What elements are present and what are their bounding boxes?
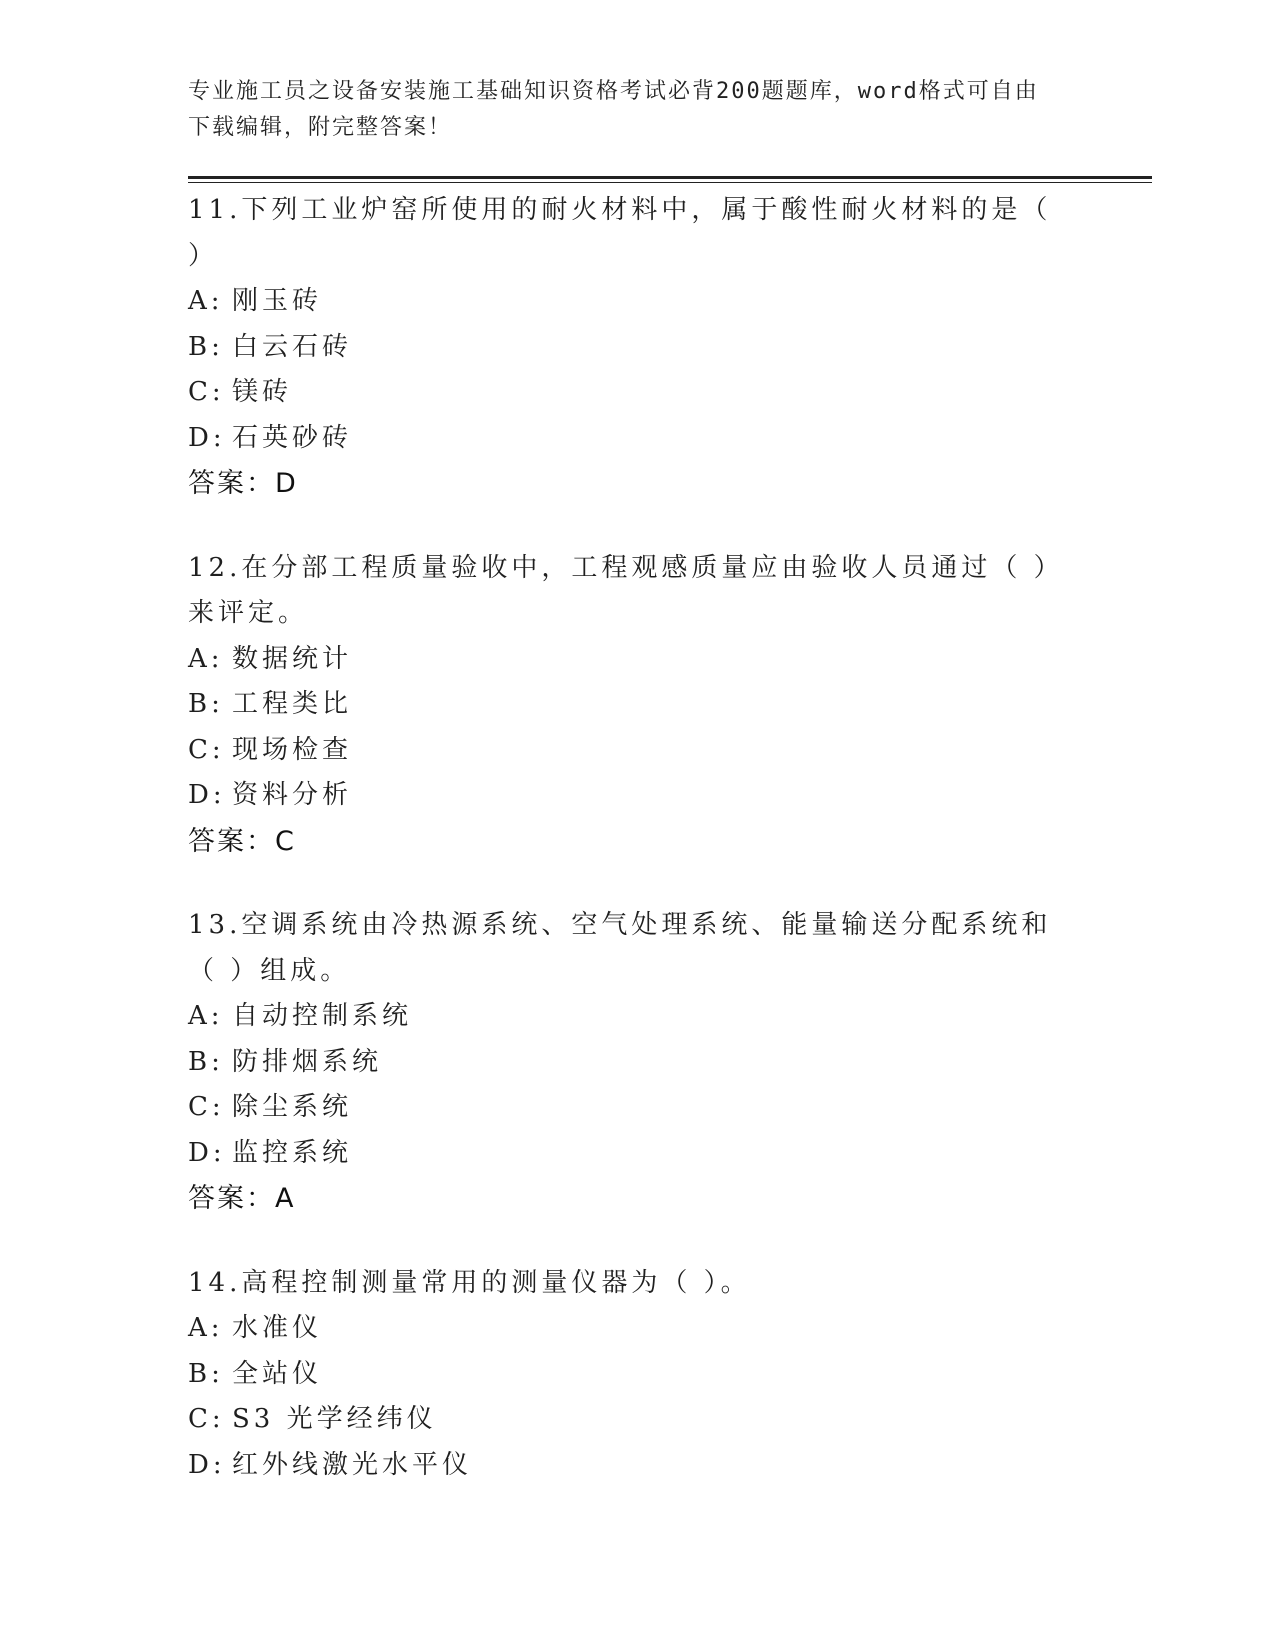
option-text: 数据统计 <box>232 643 353 674</box>
option-letter: B: <box>188 1046 224 1077</box>
option-text: 刚玉砖 <box>232 286 323 316</box>
option-text: 除尘系统 <box>232 1092 353 1122</box>
option-text: 资料分析 <box>232 780 353 810</box>
option-d <box>188 773 1068 819</box>
option-b <box>188 1040 1068 1086</box>
question-stem: 13.空调系统由冷热源系统、空气处理系统、能量输送分配系统和（ ）组成。 <box>188 910 1052 986</box>
option-b <box>188 325 1068 371</box>
option-a <box>188 994 1068 1040</box>
option-letter: C: <box>188 1404 225 1434</box>
option-letter: D: <box>188 422 226 453</box>
option-a <box>188 637 1068 683</box>
question-12 <box>188 546 1068 865</box>
question-stem: 11.下列工业炉窑所使用的耐火材料中，属于酸性耐火材料的是（ ） <box>188 195 1052 271</box>
option-text: 自动控制系统 <box>232 1001 413 1031</box>
option-text: S3 光学经纬仪 <box>232 1404 437 1434</box>
option-letter: A: <box>188 1001 224 1031</box>
option-text: 工程类比 <box>232 689 353 719</box>
question-11 <box>188 188 1068 507</box>
option-c <box>188 370 1068 416</box>
answer-line: 答案：A <box>188 1183 296 1214</box>
option-letter: C: <box>188 377 225 407</box>
option-text: 现场检查 <box>232 734 353 765</box>
option-text: 白云石砖 <box>232 331 353 362</box>
option-letter: B: <box>188 1358 224 1389</box>
option-letter: C: <box>188 1092 225 1122</box>
option-letter: D: <box>188 1137 226 1168</box>
option-c <box>188 728 1068 774</box>
option-text: 红外线激光水平仪 <box>232 1449 473 1480</box>
header-line-2: 下载编辑，附完整答案！ <box>188 115 453 140</box>
question-13 <box>188 903 1068 1222</box>
answer-line: 答案：D <box>188 468 298 499</box>
option-a <box>188 1306 1068 1352</box>
option-letter: A: <box>188 286 224 316</box>
header-divider-thin <box>188 182 1152 183</box>
option-letter: C: <box>188 734 225 765</box>
option-d <box>188 1443 1068 1489</box>
question-stem: 12.在分部工程质量验收中，工程观感质量应由验收人员通过（ ）来评定。 <box>188 552 1064 628</box>
question-stem: 14.高程控制测量常用的测量仪器为（ ）。 <box>188 1267 751 1298</box>
header-line-1: 专业施工员之设备安装施工基础知识资格考试必背200题题库，word格式可自由 <box>188 79 1039 104</box>
option-letter: D: <box>188 780 226 810</box>
option-text: 防排烟系统 <box>232 1046 383 1077</box>
question-list <box>188 188 1068 1527</box>
option-b <box>188 682 1068 728</box>
option-letter: B: <box>188 689 224 719</box>
option-d <box>188 1131 1068 1177</box>
document-header <box>188 74 1068 146</box>
option-letter: A: <box>188 643 224 674</box>
header-divider-thick <box>188 176 1152 179</box>
option-text: 镁砖 <box>232 377 293 407</box>
option-b <box>188 1352 1068 1398</box>
option-text: 水准仪 <box>232 1313 323 1343</box>
option-a <box>188 279 1068 325</box>
option-c <box>188 1085 1068 1131</box>
option-letter: D: <box>188 1449 226 1480</box>
option-letter: A: <box>188 1313 224 1343</box>
option-d <box>188 416 1068 462</box>
option-text: 石英砂砖 <box>232 422 353 453</box>
question-14 <box>188 1261 1068 1489</box>
option-c <box>188 1397 1068 1443</box>
option-text: 监控系统 <box>232 1137 353 1168</box>
answer-line: 答案：C <box>188 825 296 857</box>
option-letter: B: <box>188 331 224 362</box>
option-text: 全站仪 <box>232 1358 323 1389</box>
